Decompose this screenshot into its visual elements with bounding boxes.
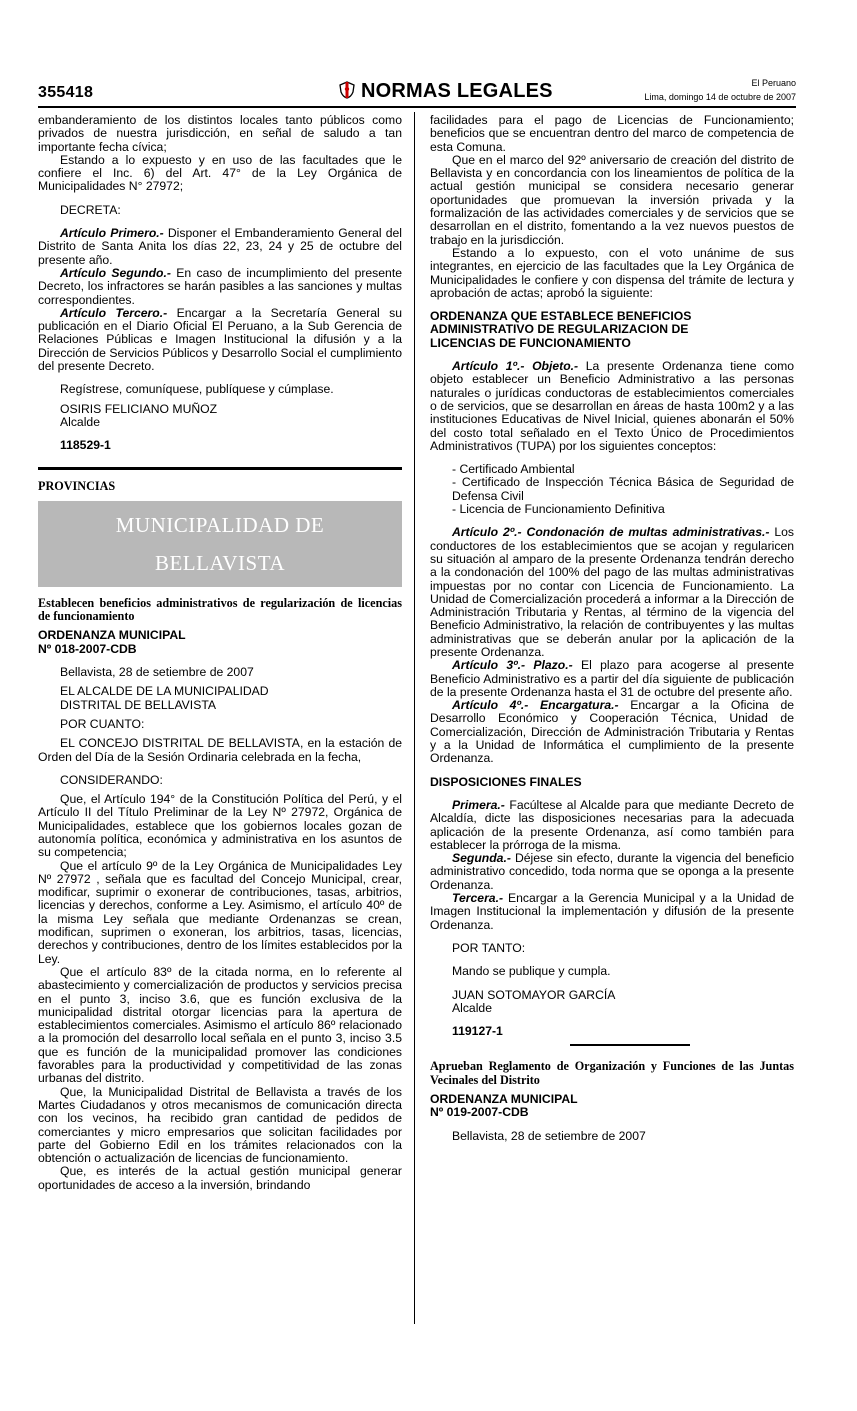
article-3 <box>38 307 402 373</box>
ordinance-number: Nº 019-2007-CDB <box>430 1105 529 1120</box>
por-tanto: POR TANTO: <box>452 940 526 955</box>
article-label: Artículo 3º.- Plazo.- <box>452 658 573 673</box>
paragraph: Que el artículo 9º de la Ley Orgánica de Municipalidades Ley Nº 27972 , señala que es facultad del Concejo Municipal, crear, modificar, suprimir o exonerar de contribuciones, tasas, arbitrios, licencias y derechos, conforme a Ley. Asimismo, el artículo 40º de la misma Ley señala que mediante Ordenanzas se crean, modifican, suprimen o exoneran, los arbitrios, tasas, licencias, derechos y contribuciones, dentro de los límites establecidos por la Ley. <box>38 858 402 966</box>
brand-label: NORMAS LEGALES <box>361 80 553 102</box>
provision-text: Encargar a la Gerencia Municipal y a la Unidad de Imagen Institucional la implementación y difusión de la presente Ordenanza. <box>430 891 794 932</box>
article-text: Encargar a la Secretaría General su publicación en el Diario Oficial El Peruano, a la Sub Gerencia de Relaciones Públicas e Imagen Institucional la difusión y a la Dirección de Servicios Públicos y Desarrollo Social el cumplimiento del presente Decreto. <box>38 305 402 374</box>
paragraph: Que, el Artículo 194° de la Constitución Política del Perú, y el Artículo II del Título Preliminar de la Ley Nº 27972, Orgánica de Municipalidades, establece que los gobiernos locales gozan de autonomía política, económica y administrativa en los asuntos de su competencia; <box>38 792 402 860</box>
paragraph: Estando a lo expuesto, con el voto unánime de sus integrantes, en ejercicio de las facultades que la Ley Orgánica de Municipalidades le confiere y con dispensa del trámite de lectura y aprobación de actas; aprobó la siguiente: <box>430 245 794 300</box>
left-column <box>38 114 402 1192</box>
headline: Aprueban Reglamento de Organización y Funciones de las Juntas Vecinales del Distrito <box>430 1059 794 1087</box>
article-label: Artículo 2º.- Condonación de multas administrativas.- <box>452 525 770 540</box>
article-label: Artículo 4º.- Encargatura.- <box>452 698 619 713</box>
article-text: La presente Ordenanza tiene como objeto establecer un Beneficio Administrativo a las personas naturales o jurídicas conductoras de establecimientos comerciales o de servicios, que se desarrollan en áreas de hasta 100m2 y a las instituciones Educativas de Nivel Inicial, quienes abonarán el 50% del costo total señalado en el Texto Único de Procedimientos Administrativos (TUPA) por los siguientes conceptos: <box>430 359 794 453</box>
municipality-banner <box>38 501 402 587</box>
list-item: - Certificado de Inspección Técnica Básica de Seguridad de Defensa Civil <box>452 475 794 503</box>
section-title: PROVINCIAS <box>38 478 116 493</box>
por-cuanto: POR CUANTO: <box>60 716 145 731</box>
paragraph: EL CONCEJO DISTRITAL DE BELLAVISTA, en la estación de Orden del Día de la Sesión Ordinaria celebrada en la fecha, <box>38 736 402 764</box>
paragraph: Que el artículo 83º de la citada norma, en lo referente al abastecimiento y comercialización de productos y servicios precisa en el punto 3, inciso 3.6, que es función exclusiva de la municipalidad distrital otorgar licencias para la apertura de establecimientos comerciales. Asimismo el artículo 86º relacionado a la promoción del desarrollo local señala en el punto 3, inciso 3.5 que es función de la municipalidad promover las condiciones favorables para la productividad y competitividad de las zonas urbanas del distrito. <box>38 964 402 1086</box>
provision-text: Facúltese al Alcalde para que mediante Decreto de Alcaldía, dicte las disposiciones necesarias para la adecuada aplicación de la presente Ordenanza, así como también para establecer la prórroga de la misma. <box>430 797 794 852</box>
provision-2 <box>430 852 794 892</box>
article-1 <box>38 227 402 267</box>
article-label: Artículo 1º.- Objeto.- <box>452 359 579 374</box>
column-separator <box>414 112 415 1324</box>
publication-date: Lima, domingo 14 de octubre de 2007 <box>644 92 796 102</box>
provision-text: Déjese sin efecto, durante la vigencia del beneficio administrativo concedido, toda norma que se oponga a la presente Ordenanza. <box>430 851 794 892</box>
provision-label: Primera.- <box>452 797 505 812</box>
provision-label: Segunda.- <box>452 851 511 866</box>
ordinance-title: ORDENANZA MUNICIPAL <box>38 628 186 643</box>
article-2 <box>430 526 794 659</box>
municipality-line1: MUNICIPALIDAD DE <box>115 512 325 537</box>
ordinance-heading-line1: ORDENANZA QUE ESTABLECE BENEFICIOS <box>430 309 692 324</box>
article-label: Artículo Primero.- <box>60 226 164 241</box>
right-column <box>430 114 794 1143</box>
signer-name: JUAN SOTOMAYOR GARCÍA <box>452 987 616 1002</box>
section-rule <box>38 467 402 470</box>
municipality-line2: BELLAVISTA <box>154 550 286 575</box>
paragraph: embanderamiento de los distintos locales tanto públicos como privados de nuestra jurisdicción, en señal de saludo a tan importante fecha cívica; <box>38 113 402 154</box>
article-3 <box>430 659 794 699</box>
provision-3 <box>430 892 794 932</box>
article-text: El plazo para acogerse al presente Beneficio Administrativo es a partir del día siguiente de publicación de la presente Ordenanza hasta el 31 de octubre del presente año. <box>430 658 794 699</box>
paragraph: facilidades para el pago de Licencias de Funcionamiento; beneficios que se encuentran dentro del marco de competencia de esta Comuna. <box>430 113 794 154</box>
article-text: Encargar a la Oficina de Desarrollo Económico y Cooperación Técnica, Unidad de Comercialización, Dirección de Administración Tributaria y Rentas y a la Unidad de Informática el cumplimiento de la presente Ordenanza. <box>430 698 794 766</box>
ordinance-title: ORDENANZA MUNICIPAL <box>430 1092 578 1106</box>
place-date: Bellavista, 28 de setiembre de 2007 <box>452 1128 646 1143</box>
place-date: Bellavista, 28 de setiembre de 2007 <box>60 665 254 680</box>
page-number: 355418 <box>38 84 94 101</box>
provision-label: Tercera.- <box>452 891 504 906</box>
article-2 <box>38 267 402 307</box>
brand-title <box>338 80 553 103</box>
article-text: En caso de incumplimiento del presente Decreto, los infractores se harán pasibles a las sanciones y multas correspondientes. <box>38 265 402 307</box>
publication-name: El Peruano <box>751 78 796 88</box>
article-1 <box>430 360 794 453</box>
closing-formula: Regístrese, comuníquese, publíquese y cúmplase. <box>60 382 334 397</box>
signer-role: Alcalde <box>452 1000 492 1015</box>
headline: Establecen beneficios administrativos de regularización de licencias de funcionamiento <box>38 595 402 624</box>
signer-role: Alcalde <box>60 414 100 429</box>
signer-name: OSIRIS FELICIANO MUÑOZ <box>60 401 218 416</box>
decreta-heading: DECRETA: <box>60 202 121 217</box>
header-rule <box>38 106 796 108</box>
provision-1 <box>430 799 794 852</box>
article-label: Artículo Tercero.- <box>60 305 168 320</box>
final-provisions-heading: DISPOSICIONES FINALES <box>430 774 582 789</box>
paragraph: Que en el marco del 92º aniversario de creación del distrito de Bellavista y en concordancia con los lineamientos de política de la actual gestión municipal se considera necesario generar oportunidades que promuevan la inversión privada y la formalización de las actividades comerciales y de servicios que se desarrollan en el distrito, fomentando a la vez nuevos puestos de trabajo en la jurisdicción. <box>430 152 794 247</box>
paragraph: Estando a lo expuesto y en uso de las facultades que le confiere el Inc. 6) del Art. 47° de la Ley Orgánica de Municipalidades N° 27972; <box>38 152 402 194</box>
short-rule <box>570 1044 690 1046</box>
article-text: Los conductores de los establecimientos que se acojan y regularicen su situación al amparo de la presente Ordenanza tendrán derecho a la condonación del 100% del pago de las multas administrativas impuestas por no contar con Licencia de Funcionamiento. La Unidad de Comercialización procederá a informar a la Dirección de Administración Tributaria y Rentas, al término de la vigencia del Beneficio Administrativo, la relación de contribuyentes y las multas administrativas que se deberán anular por la aplicación de la presente Ordenanza. <box>430 525 794 659</box>
article-label: Artículo Segundo.- <box>60 265 171 280</box>
ordinance-heading-line2: ADMINISTRATIVO DE REGULARIZACION DE <box>430 322 689 337</box>
paragraph: Que, es interés de la actual gestión municipal generar oportunidades de acceso a la inversión, brindando <box>38 1164 402 1192</box>
authority-line1: EL ALCALDE DE LA MUNICIPALIDAD <box>60 684 269 699</box>
considerando-heading: CONSIDERANDO: <box>60 772 163 787</box>
shield-emblem-icon <box>338 81 356 99</box>
article-text: Disponer el Embanderamiento General del Distrito de Santa Anita los días 22, 23, 24 y 25 de octubre del presente año. <box>38 226 403 267</box>
authority-line2: DISTRITAL DE BELLAVISTA <box>60 697 216 712</box>
list-item: - Certificado Ambiental <box>452 462 575 477</box>
document-code: 119127-1 <box>452 1024 503 1039</box>
ordinance-number: Nº 018-2007-CDB <box>38 641 137 656</box>
page-header <box>38 76 796 106</box>
paragraph: Que, la Municipalidad Distrital de Bellavista a través de los Martes Ciudadanos y otros mecanismos de comunicación directa con los vecinos, ha recibido gran cantidad de pedidos de comerciantes y micro empresarios que solicitan facilidades por parte del Gobierno Edil en los trámites relacionados con la obtención o actualización de licencias de funcionamiento. <box>38 1084 402 1166</box>
closing-formula: Mando se publique y cumpla. <box>452 964 611 979</box>
document-code: 118529-1 <box>60 438 111 453</box>
article-4 <box>430 699 794 765</box>
list-item: - Licencia de Funcionamiento Definitiva <box>452 502 665 517</box>
ordinance-heading-line3: LICENCIAS DE FUNCIONAMIENTO <box>430 335 631 350</box>
